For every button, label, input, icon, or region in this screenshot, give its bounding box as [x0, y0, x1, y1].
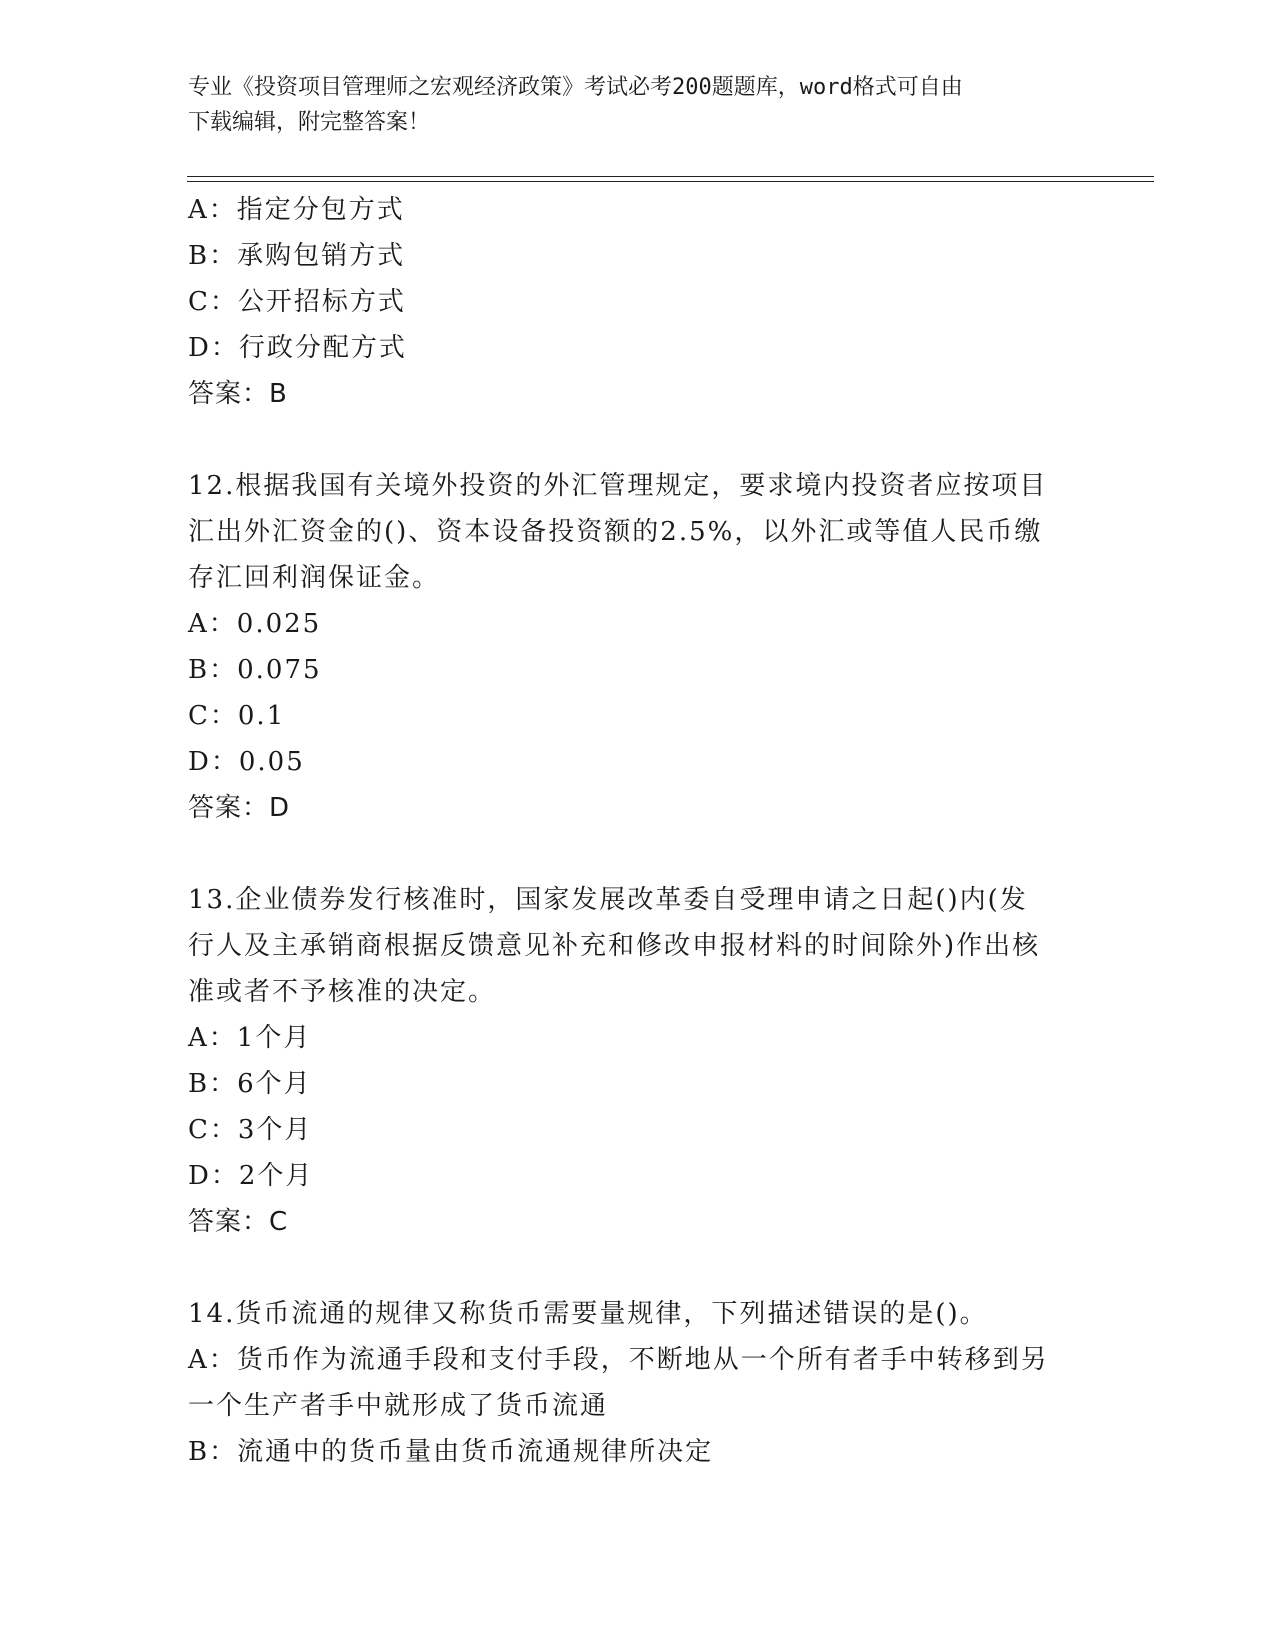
question-14-block — [188, 1291, 1068, 1475]
answer-line: 答案：D — [188, 793, 291, 823]
question-12-text-1: 12.根据我国有关境外投资的外汇管理规定，要求境内投资者应按项目 — [188, 471, 1048, 501]
option-b: B：6个月 — [188, 1069, 312, 1099]
question-12-block — [188, 463, 1068, 831]
option-c: C：公开招标方式 — [188, 287, 406, 317]
option-a: A：1个月 — [188, 1023, 312, 1053]
question-content — [188, 187, 1068, 1475]
question-14-text: 14.货币流通的规律又称货币需要量规律，下列描述错误的是()。 — [188, 1299, 988, 1329]
spacer — [188, 1245, 1068, 1291]
prev-question-block — [188, 187, 1068, 417]
question-13-text-1: 13.企业债券发行核准时，国家发展改革委自受理申请之日起()内(发 — [188, 885, 1028, 915]
document-header — [188, 70, 1068, 140]
header-line-1: 专业《投资项目管理师之宏观经济政策》考试必考200题题库，word格式可自由 — [188, 75, 963, 100]
question-13-text-2: 行人及主承销商根据反馈意见补充和修改申报材料的时间除外)作出核 — [188, 931, 1041, 961]
question-13-text-3: 准或者不予核准的决定。 — [188, 977, 497, 1007]
option-a: A：指定分包方式 — [188, 195, 405, 225]
option-b: B：流通中的货币量由货币流通规律所决定 — [188, 1437, 714, 1467]
answer-line: 答案：C — [188, 1207, 289, 1237]
option-a-line-1: A：货币作为流通手段和支付手段，不断地从一个所有者手中转移到另 — [188, 1345, 1049, 1375]
option-a: A：0.025 — [188, 609, 322, 639]
spacer — [188, 831, 1068, 877]
question-12-text-2: 汇出外汇资金的()、资本设备投资额的2.5%，以外汇或等值人民币缴 — [188, 517, 1043, 547]
option-d: D：2个月 — [188, 1161, 314, 1191]
option-c: C：0.1 — [188, 701, 286, 731]
answer-line: 答案：B — [188, 379, 288, 409]
spacer — [188, 417, 1068, 463]
question-12-text-3: 存汇回利润保证金。 — [188, 563, 441, 593]
header-divider-bottom — [187, 181, 1154, 182]
option-d: D：0.05 — [188, 747, 305, 777]
option-c: C：3个月 — [188, 1115, 313, 1145]
header-divider-top — [187, 176, 1154, 177]
option-d: D：行政分配方式 — [188, 333, 407, 363]
option-b: B：承购包销方式 — [188, 241, 406, 271]
option-a-line-2: 一个生产者手中就形成了货币流通 — [188, 1391, 609, 1421]
header-line-2: 下载编辑，附完整答案！ — [188, 110, 431, 135]
option-b: B：0.075 — [188, 655, 322, 685]
question-13-block — [188, 877, 1068, 1245]
